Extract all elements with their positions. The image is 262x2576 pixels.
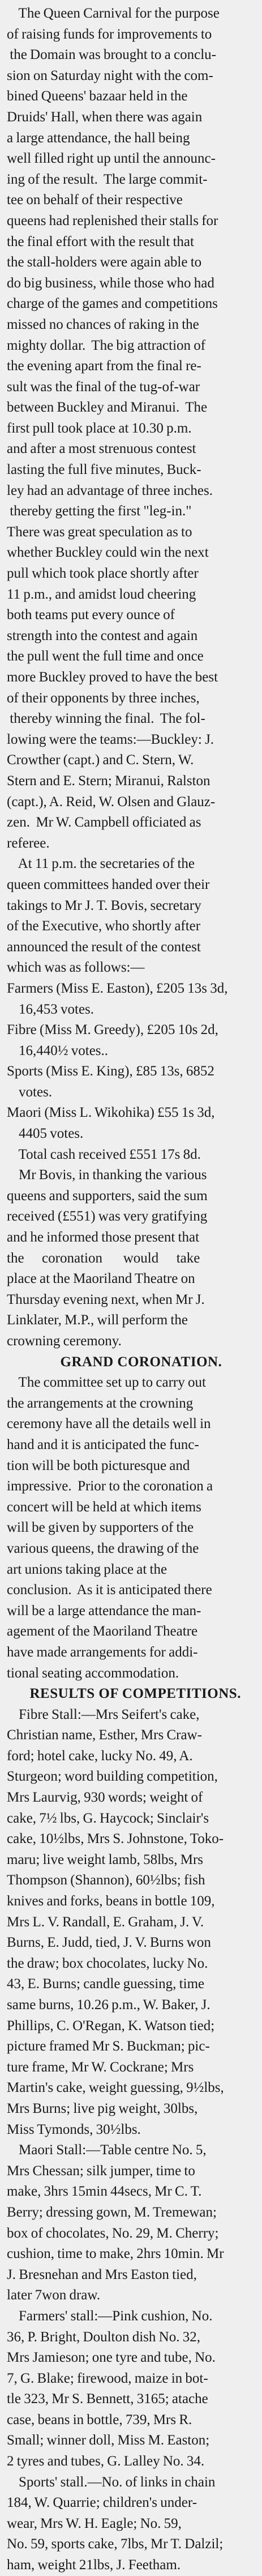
heading-grand-coronation: GRAND CORONATION. [7, 1354, 222, 1370]
paragraph-secretaries: At 11 p.m. the secretaries of the queen committees handed over their takings to Mr J. T. Bovis, secretary of the Executive, who shortly after announced the result of the contest which was as follows:— [7, 856, 210, 976]
paragraph-coronation: The committee set up to carry out the arrangements at the crowning ceremony have all the details well in hand and it is anticipated the func- tion will be both picturesque and impressive. Prior to the coronation a concert will be held at which items will be given by supporters of the various queens, the drawing of the art unions taking place at the conclusion. As it is anticipated there will be a large attendance the man- agement of the Maoriland Theatre have made arrangements for addi- tional seating accommodation. [7, 1375, 213, 1681]
paragraph-farmers-stall: Farmers' stall:—Pink cushion, No. 36, P. Bright, Doulton dish No. 32, Mrs Jamieson; one tyre and tube, No. 7, G. Blake; firewood, maize in bot- tle 323, Mr S. Bennett, 3165; atache case, beans in bottle, 739, Mrs R. Small; winner doll, Miss M. Easton; 2 tyres and tubes, G. Lalley No. 34. [7, 2308, 216, 2469]
total-cash-line: Total cash received £551 17s 8d. [7, 1146, 201, 1162]
heading-results-of-competitions: RESULTS OF COMPETITIONS. [7, 1686, 241, 1702]
result-maori: Maori (Miss L. Wikohika) £55 1s 3d, 4405 votes. [7, 1105, 215, 1142]
result-farmers: Farmers (Miss E. Easton), £205 13s 3d, 16,453 votes. [7, 980, 228, 1017]
paragraph-carnival: The Queen Carnival for the purpose of raising funds for improvements to the Domain was brought to a conclu- sion on Saturday night with the com- bined Queens' bazaar held in the Druids' Hall, when there was again a large attendance, the hall being well filled right up until the announc- ing of the result. The large commit- tee on behalf of their respective queens had replenished their stalls for the final effort with the result that the stall-holders were again able to do big business, while those who had charge of the games and competitions missed no chances of raking in the mighty dollar. The big attraction of the evening apart from the final re- sult was the final of the tug-of-war between Buckley and Miranui. The first pull took place at 10.30 p.m. and after a most strenuous contest lasting the full five minutes, Buck- ley had an advantage of three inches. thereby getting the first "leg-in." There was great speculation as to whether Buckley could win the next pull which took place shortly after 11 p.m., and amidst loud cheering both teams put every ounce of strength into the contest and again the pull went the full time and once more Buckley proved to have the best of their opponents by three inches, thereby winning the final. The fol- lowing were the teams:—Buckley: J. Crowther (capt.) and C. Stern, W. Stern and E. Stern; Miranui, Ralston (capt.), A. Reid, W. Olsen and Glauz- zen. Mr W. Campbell officiated as referee. [7, 6, 220, 851]
result-sports: Sports (Miss E. King), £85 13s, 6852 votes. [7, 1064, 214, 1100]
result-fibre: Fibre (Miss M. Greedy), £205 10s 2d, 16,440½ votes.. [7, 1022, 218, 1058]
paragraph-bovis: Mr Bovis, in thanking the various queens and supporters, said the sum received (£551) was very gratifying and he informed those present that the coronation would take place at the Maoriland Theatre on Thursday evening next, when Mr J. Linklater, M.P., will perform the crowning ceremony. [7, 1167, 208, 1349]
paragraph-fibre-stall: Fibre Stall:—Mrs Seifert's cake, Christian name, Esther, Mrs Craw- ford; hotel cake, lucky No. 49, A. Sturgeon; word building competition, Mrs Laurvig, 930 words; weight of cake, 7½ lbs, G. Haycock; Sinclair's cake, 10½lbs, Mrs S. Johnstone, Toko- maru; live weight lamb, 58lbs, Mrs Thompson (Shannon), 60½lbs; fish knives and forks, beans in bottle 109, Mrs L. V. Randall, E. Graham, J. V. Burns, E. Judd, tied, J. V. Burns won the draw; box chocolates, lucky No. 43, E. Burns; candle guessing, time same burns, 10.26 p.m., W. Baker, J. Phillips, C. O'Regan, K. Watson tied; picture framed Mr S. Buckman; pic- ture frame, Mr W. Cockrane; Mrs Martin's cake, weight guessing, 9½lbs, Mrs Burns; live pig weight, 30lbs, Miss Tymonds, 30½lbs. [7, 1706, 224, 2137]
paragraph-sports-stall: Sports' stall.—No. of links in chain 184, W. Quarrie; children's under- wear, Mrs W. H. Eagle; No. 59, No. 59, sports cake, 7lbs, Mr T. Dalzil; ham, weight 21lbs, J. Feetham. [7, 2474, 224, 2573]
paragraph-maori-stall: Maori Stall:—Table centre No. 5, Mrs Chessan; silk jumper, time to make, 3hrs 15min 44secs, Mr C. T. Berry; dressing gown, M. Tremewan; box of chocolates, No. 29, M. Cherry; cushion, time to make, 2hrs 10min. Mr J. Bresnehan and Mrs Easton tied, later 7won draw. [7, 2142, 224, 2303]
